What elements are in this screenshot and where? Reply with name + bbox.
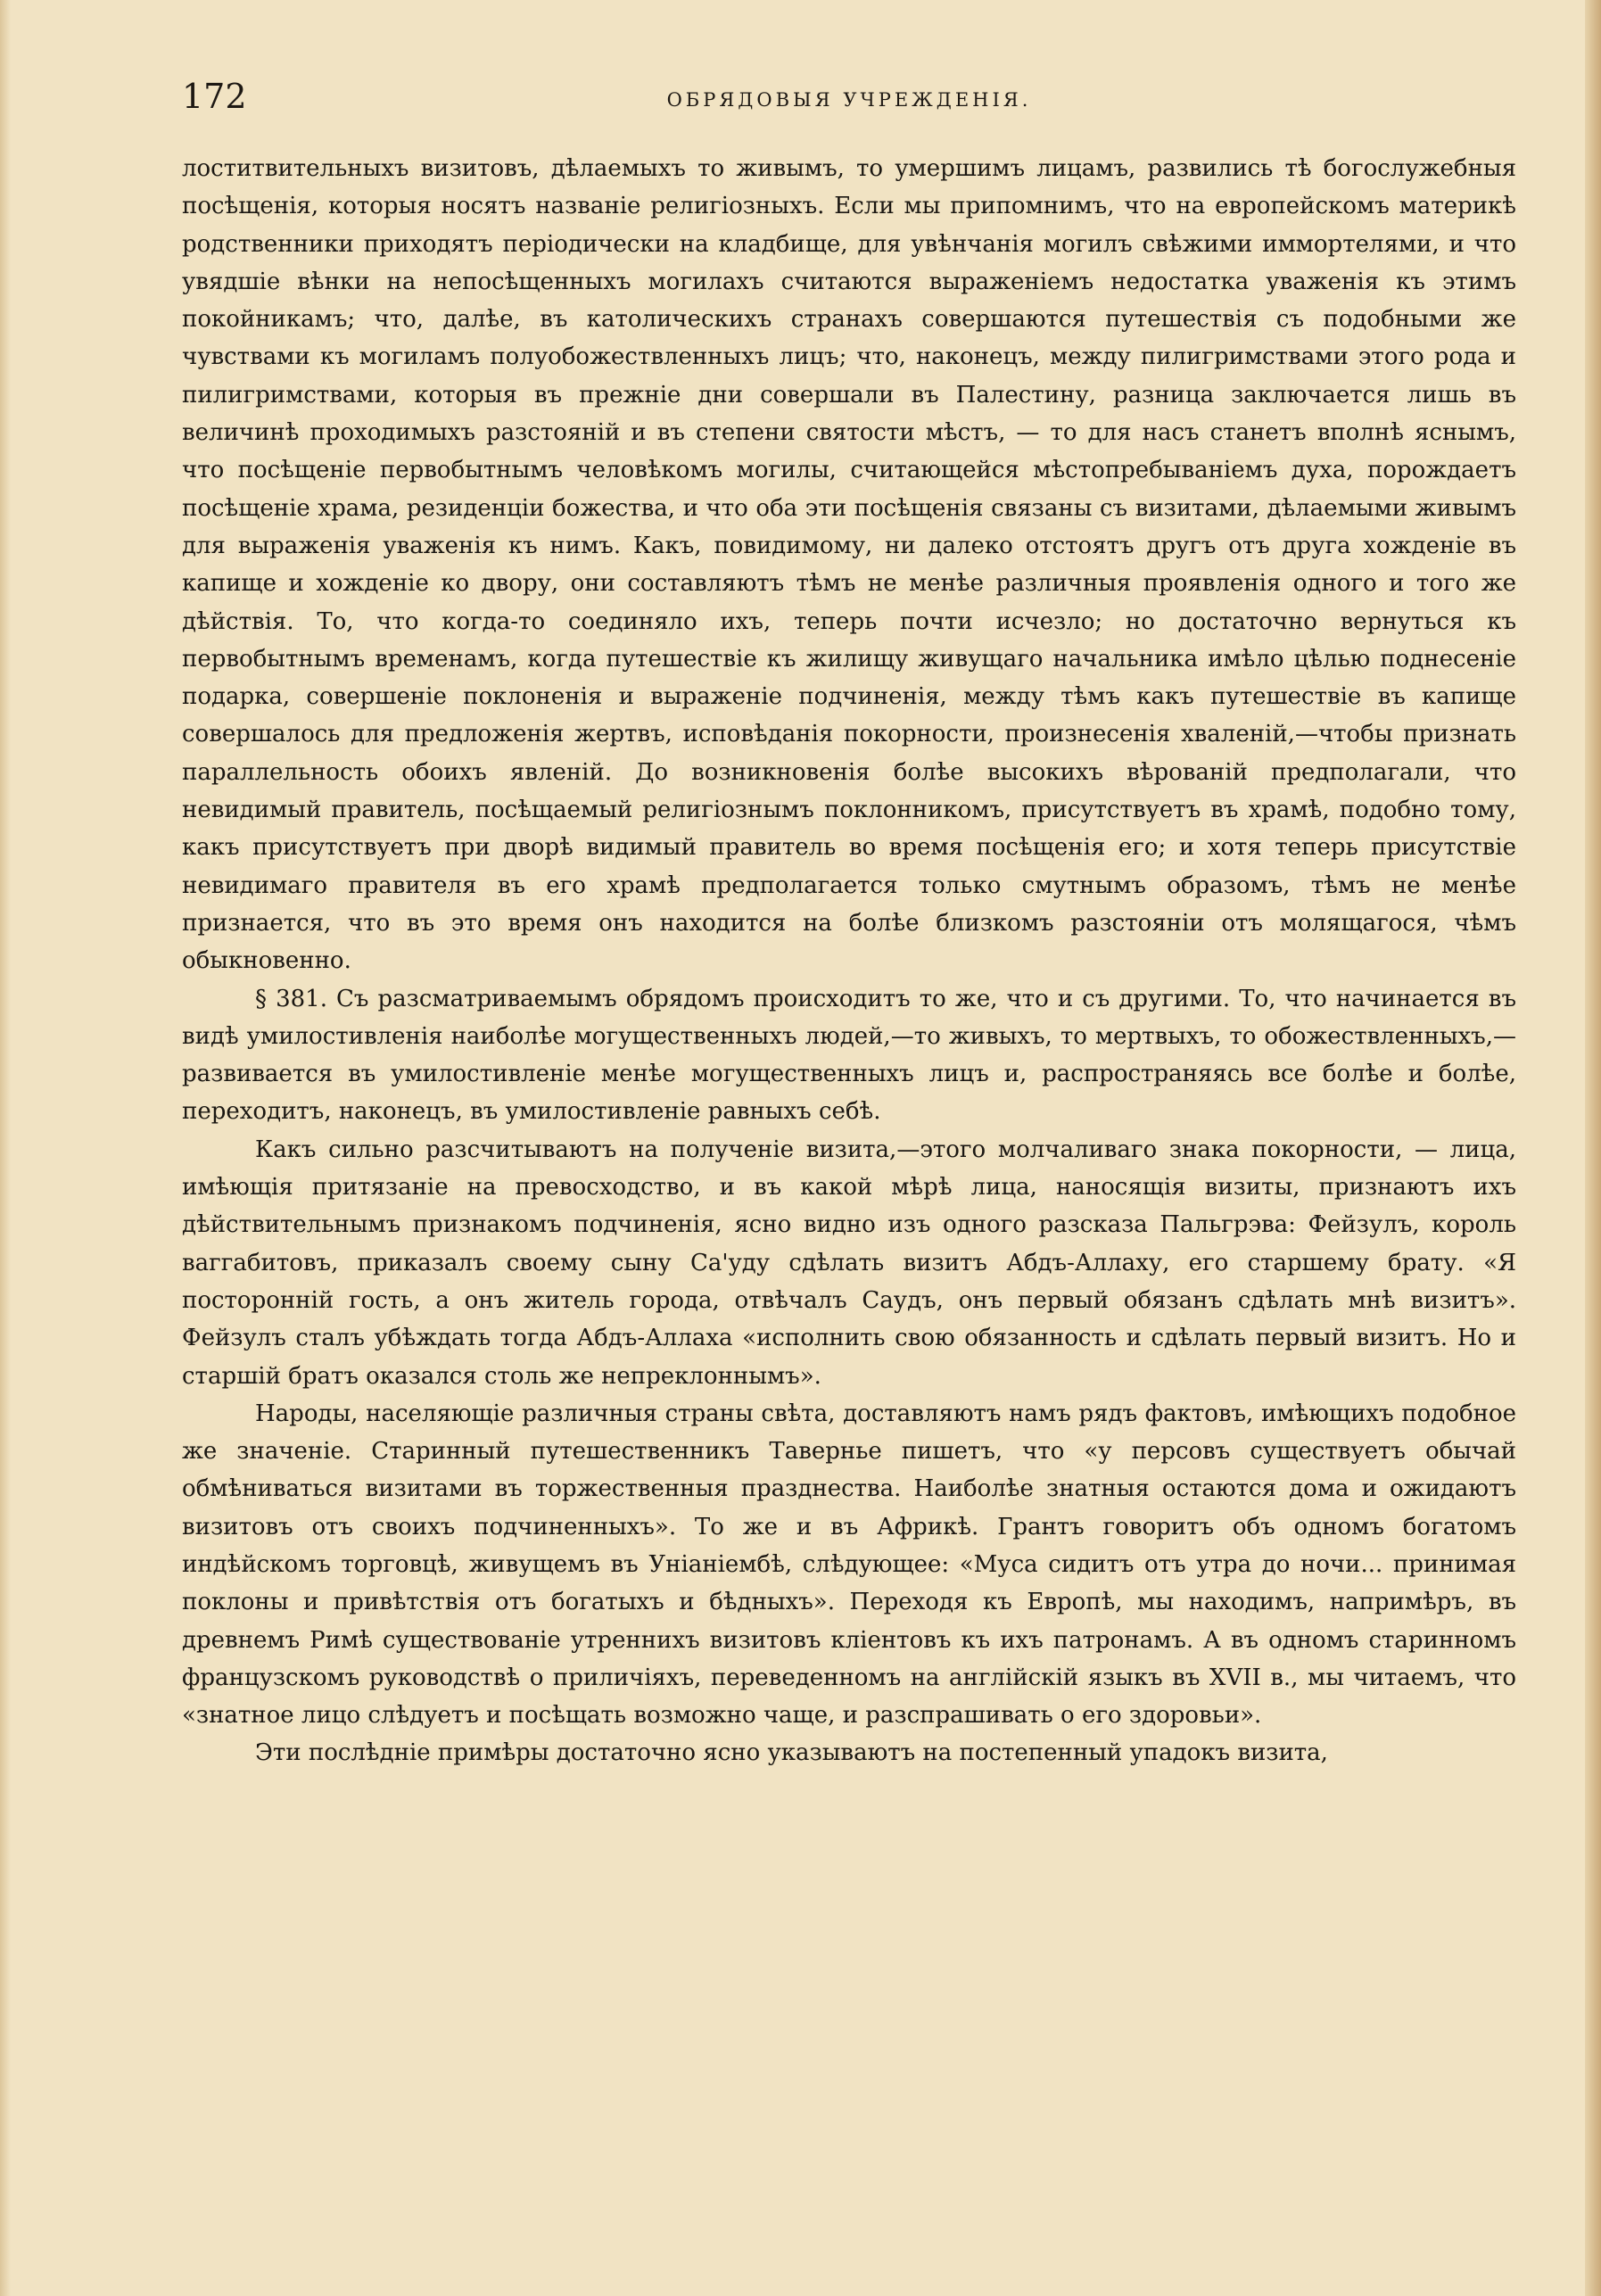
page-edge-shadow: [1585, 0, 1601, 2296]
paragraph-palgrave: Какъ сильно разсчитываютъ на полученіе визита,—этого молчаливаго знака покорности, — лица, имѣющія притязаніе на превосходство, и въ какой мѣрѣ лица, наносящія визиты, признаютъ ихъ дѣйствительнымъ признакомъ подчиненія, ясно видно изъ одного разсказа Пальгрэва: Фейзулъ, король ваггабитовъ, приказалъ своему сыну Са'уду сдѣлать визитъ Абдъ-Аллаху, его старшему брату. «Я посторонній гость, а онъ житель города, отвѣчалъ Саудъ, онъ первый обязанъ сдѣлать мнѣ визитъ». Фейзулъ сталъ убѣждать тогда Абдъ-Аллаха «исполнить свою обязанность и сдѣлать первый визитъ. Но и старшій братъ оказался столь же непреклоннымъ».: [182, 1136, 1516, 1390]
running-title: ОБРЯДОВЫЯ УЧРЕЖДЕНІЯ.: [666, 89, 1032, 111]
body-text: [182, 150, 1516, 1772]
page-header: [182, 73, 1516, 127]
page-number: 172: [182, 77, 247, 116]
paragraph-continued: лоститвительныхъ визитовъ, дѣлаемыхъ то живымъ, то умершимъ лицамъ, развились тѣ богослужебныя посѣщенія, которыя носятъ названіе религіозныхъ. Если мы припомнимъ, что на европейскомъ материкѣ родственники приходятъ періодически на кладбище, для увѣнчанія могилъ свѣжими иммортелями, и что увядшіе вѣнки на непосѣщенныхъ могилахъ считаются выраженіемъ недостатка уваженія къ этимъ покойникамъ; что, далѣе, въ католическихъ странахъ совершаются путешествія съ подобными же чувствами къ могиламъ полуобожествленныхъ лицъ; что, наконецъ, между пилигримствами этого рода и пилигримствами, которыя въ прежніе дни совершали въ Палестину, разница заключается лишь въ величинѣ проходимыхъ разстояній и въ степени святости мѣстъ, — то для насъ станетъ вполнѣ яснымъ, что посѣщеніе первобытнымъ человѣкомъ могилы, считающейся мѣстопребываніемъ духа, порождаетъ посѣщеніе храма, резиденціи божества, и что оба эти посѣщенія связаны съ визитами, дѣлаемыми живымъ для выраженія уваженія къ нимъ. Какъ, повидимому, ни далеко отстоятъ другъ отъ друга хожденіе въ капище и хожденіе ко двору, они составляютъ тѣмъ не менѣе различныя проявленія одного и того же дѣйствія. То, что когда-то соединяло ихъ, теперь почти исчезло; но достаточно вернуться къ первобытнымъ временамъ, когда путешествіе къ жилищу живущаго начальника имѣло цѣлью поднесеніе подарка, совершеніе поклоненія и выраженіе подчиненія, между тѣмъ какъ путешествіе въ капище совершалось для предложенія жертвъ, исповѣданія покорности, произнесенія хваленій,—чтобы признать параллельность обоихъ явленій. До возникновенія болѣе высокихъ вѣрованій предполагали, что невидимый правитель, посѣщаемый религіознымъ поклонникомъ, присутствуетъ въ храмѣ, подобно тому, какъ присутствуетъ при дворѣ видимый правитель во время посѣщенія его; и хотя теперь присутствіе невидимаго правителя въ его храмѣ предполагается только смутнымъ образомъ, тѣмъ не менѣе признается, что въ это время онъ находится на болѣе близкомъ разстояніи отъ молящагося, чѣмъ обыкновенно.: [182, 155, 1516, 975]
paragraph-section-381: § 381. Съ разсматриваемымъ обрядомъ происходитъ то же, что и съ другими. То, что начинается въ видѣ умилостивленія наиболѣе могущественныхъ людей,—то живыхъ, то мертвыхъ, то обожествленныхъ,—развивается въ умилостивленіе менѣе могущественныхъ лицъ и, распространяясь все болѣе и болѣе, переходитъ, наконецъ, въ умилостивленіе равныхъ себѣ.: [182, 985, 1516, 1126]
paragraph-peoples: Народы, населяющіе различныя страны свѣта, доставляютъ намъ рядъ фактовъ, имѣющихъ подобное же значеніе. Старинный путешественникъ Тавернье пишетъ, что «у персовъ существуетъ обычай обмѣниваться визитами въ торжественныя празднества. Наиболѣе знатныя остаются дома и ожидаютъ визитовъ отъ своихъ подчиненныхъ». То же и въ Африкѣ. Грантъ говоритъ объ одномъ богатомъ индѣйскомъ торговцѣ, живущемъ въ Уніаніембѣ, слѣдующее: «Муса сидитъ отъ утра до ночи... принимая поклоны и привѣтствія отъ богатыхъ и бѣдныхъ». Переходя къ Европѣ, мы находимъ, напримѣръ, въ древнемъ Римѣ существованіе утреннихъ визитовъ кліентовъ къ ихъ патронамъ. А въ одномъ старинномъ французскомъ руководствѣ о приличіяхъ, переведенномъ на англійскій языкъ въ XVII в., мы читаемъ, что «знатное лицо слѣдуетъ и посѣщать возможно чаще, и разспрашивать о его здоровьи».: [182, 1400, 1516, 1730]
page-gutter-shadow: [0, 0, 11, 2296]
paragraph-last-line: Эти послѣдніе примѣры достаточно ясно указываютъ на постепенный упадокъ визита,: [255, 1739, 1328, 1767]
